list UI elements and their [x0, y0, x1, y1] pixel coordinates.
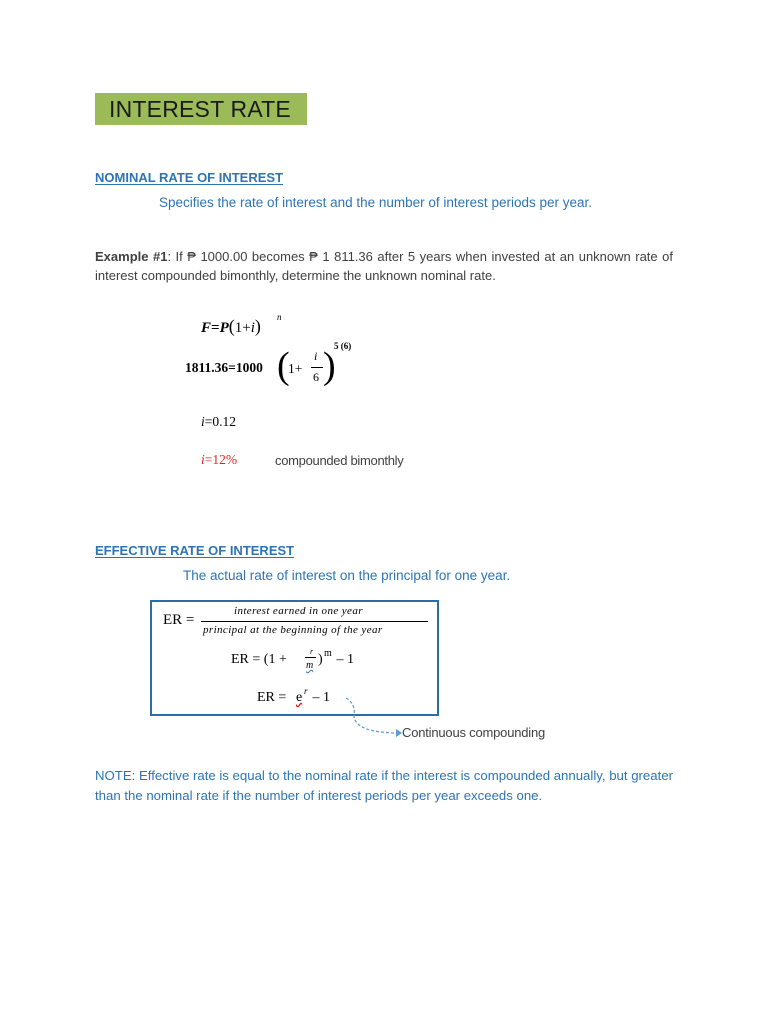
continuous-arrow-icon: [340, 694, 404, 738]
substitution-one-plus: 1+: [288, 361, 303, 376]
substitution-numerator: i: [314, 349, 318, 363]
substitution-fraction-bar: [311, 367, 323, 368]
compound-formula: F=P(1+i): [201, 316, 261, 336]
nominal-rate-heading: NOMINAL RATE OF INTEREST: [95, 170, 284, 185]
er-discrete-formula-close: ): [318, 652, 323, 667]
er-fraction-label: ER =: [163, 612, 195, 628]
substitution-open-paren: (: [277, 345, 290, 387]
nominal-rate-definition: Specifies the rate of interest and the number of interest periods per year.: [159, 195, 592, 210]
effective-rate-note: NOTE: Effective rate is equal to the nominal rate if the interest is compounded annually, but greater than the nominal rate if the number of interest periods per year exceeds one.: [95, 768, 673, 803]
compound-formula-exponent: n: [277, 312, 282, 322]
er-fraction-denominator: principal at the beginning of the year: [203, 624, 383, 636]
er-discrete-formula-tail: – 1: [333, 652, 354, 667]
er-discrete-fraction-bar: [305, 657, 316, 658]
er-continuous-base: e: [296, 690, 303, 705]
substitution-lhs: 1811.36=1000: [185, 360, 263, 375]
substitution-denominator: 6: [313, 370, 319, 384]
substitution-close-paren: ): [323, 345, 336, 387]
er-discrete-exponent: m: [324, 648, 332, 659]
er-discrete-rate: r: [310, 647, 314, 656]
solution-percent: i=12%: [201, 452, 238, 467]
example-text: : If ₱ 1000.00 becomes ₱ 1 811.36 after 5 years when invested at an unknown rate of interest compounded bimonthly, determine the unknown nominal rate.: [95, 249, 673, 283]
er-fraction-bar: [201, 621, 428, 622]
er-fraction-numerator: interest earned in one year: [234, 605, 363, 617]
page-title-banner: [95, 93, 307, 125]
substitution-exponent: 5 (6): [334, 341, 352, 351]
er-continuous-formula-start: ER =: [257, 690, 290, 705]
effective-rate-definition: The actual rate of interest on the principal for one year.: [183, 568, 511, 583]
solution-decimal: i=0.12: [201, 414, 237, 429]
compounding-note: compounded bimonthly: [275, 453, 404, 468]
er-continuous-formula-tail: – 1: [309, 690, 330, 705]
example-label: Example #1: [95, 249, 168, 264]
continuous-compounding-label: Continuous compounding: [402, 725, 546, 740]
page-title: INTEREST RATE: [109, 95, 291, 122]
er-discrete-formula-start: ER = (1 +: [231, 652, 287, 667]
effective-rate-heading: EFFECTIVE RATE OF INTEREST: [95, 543, 295, 558]
er-discrete-periods: m: [306, 660, 314, 671]
example-paragraph: [95, 248, 673, 285]
er-continuous-exponent: r: [304, 686, 308, 696]
